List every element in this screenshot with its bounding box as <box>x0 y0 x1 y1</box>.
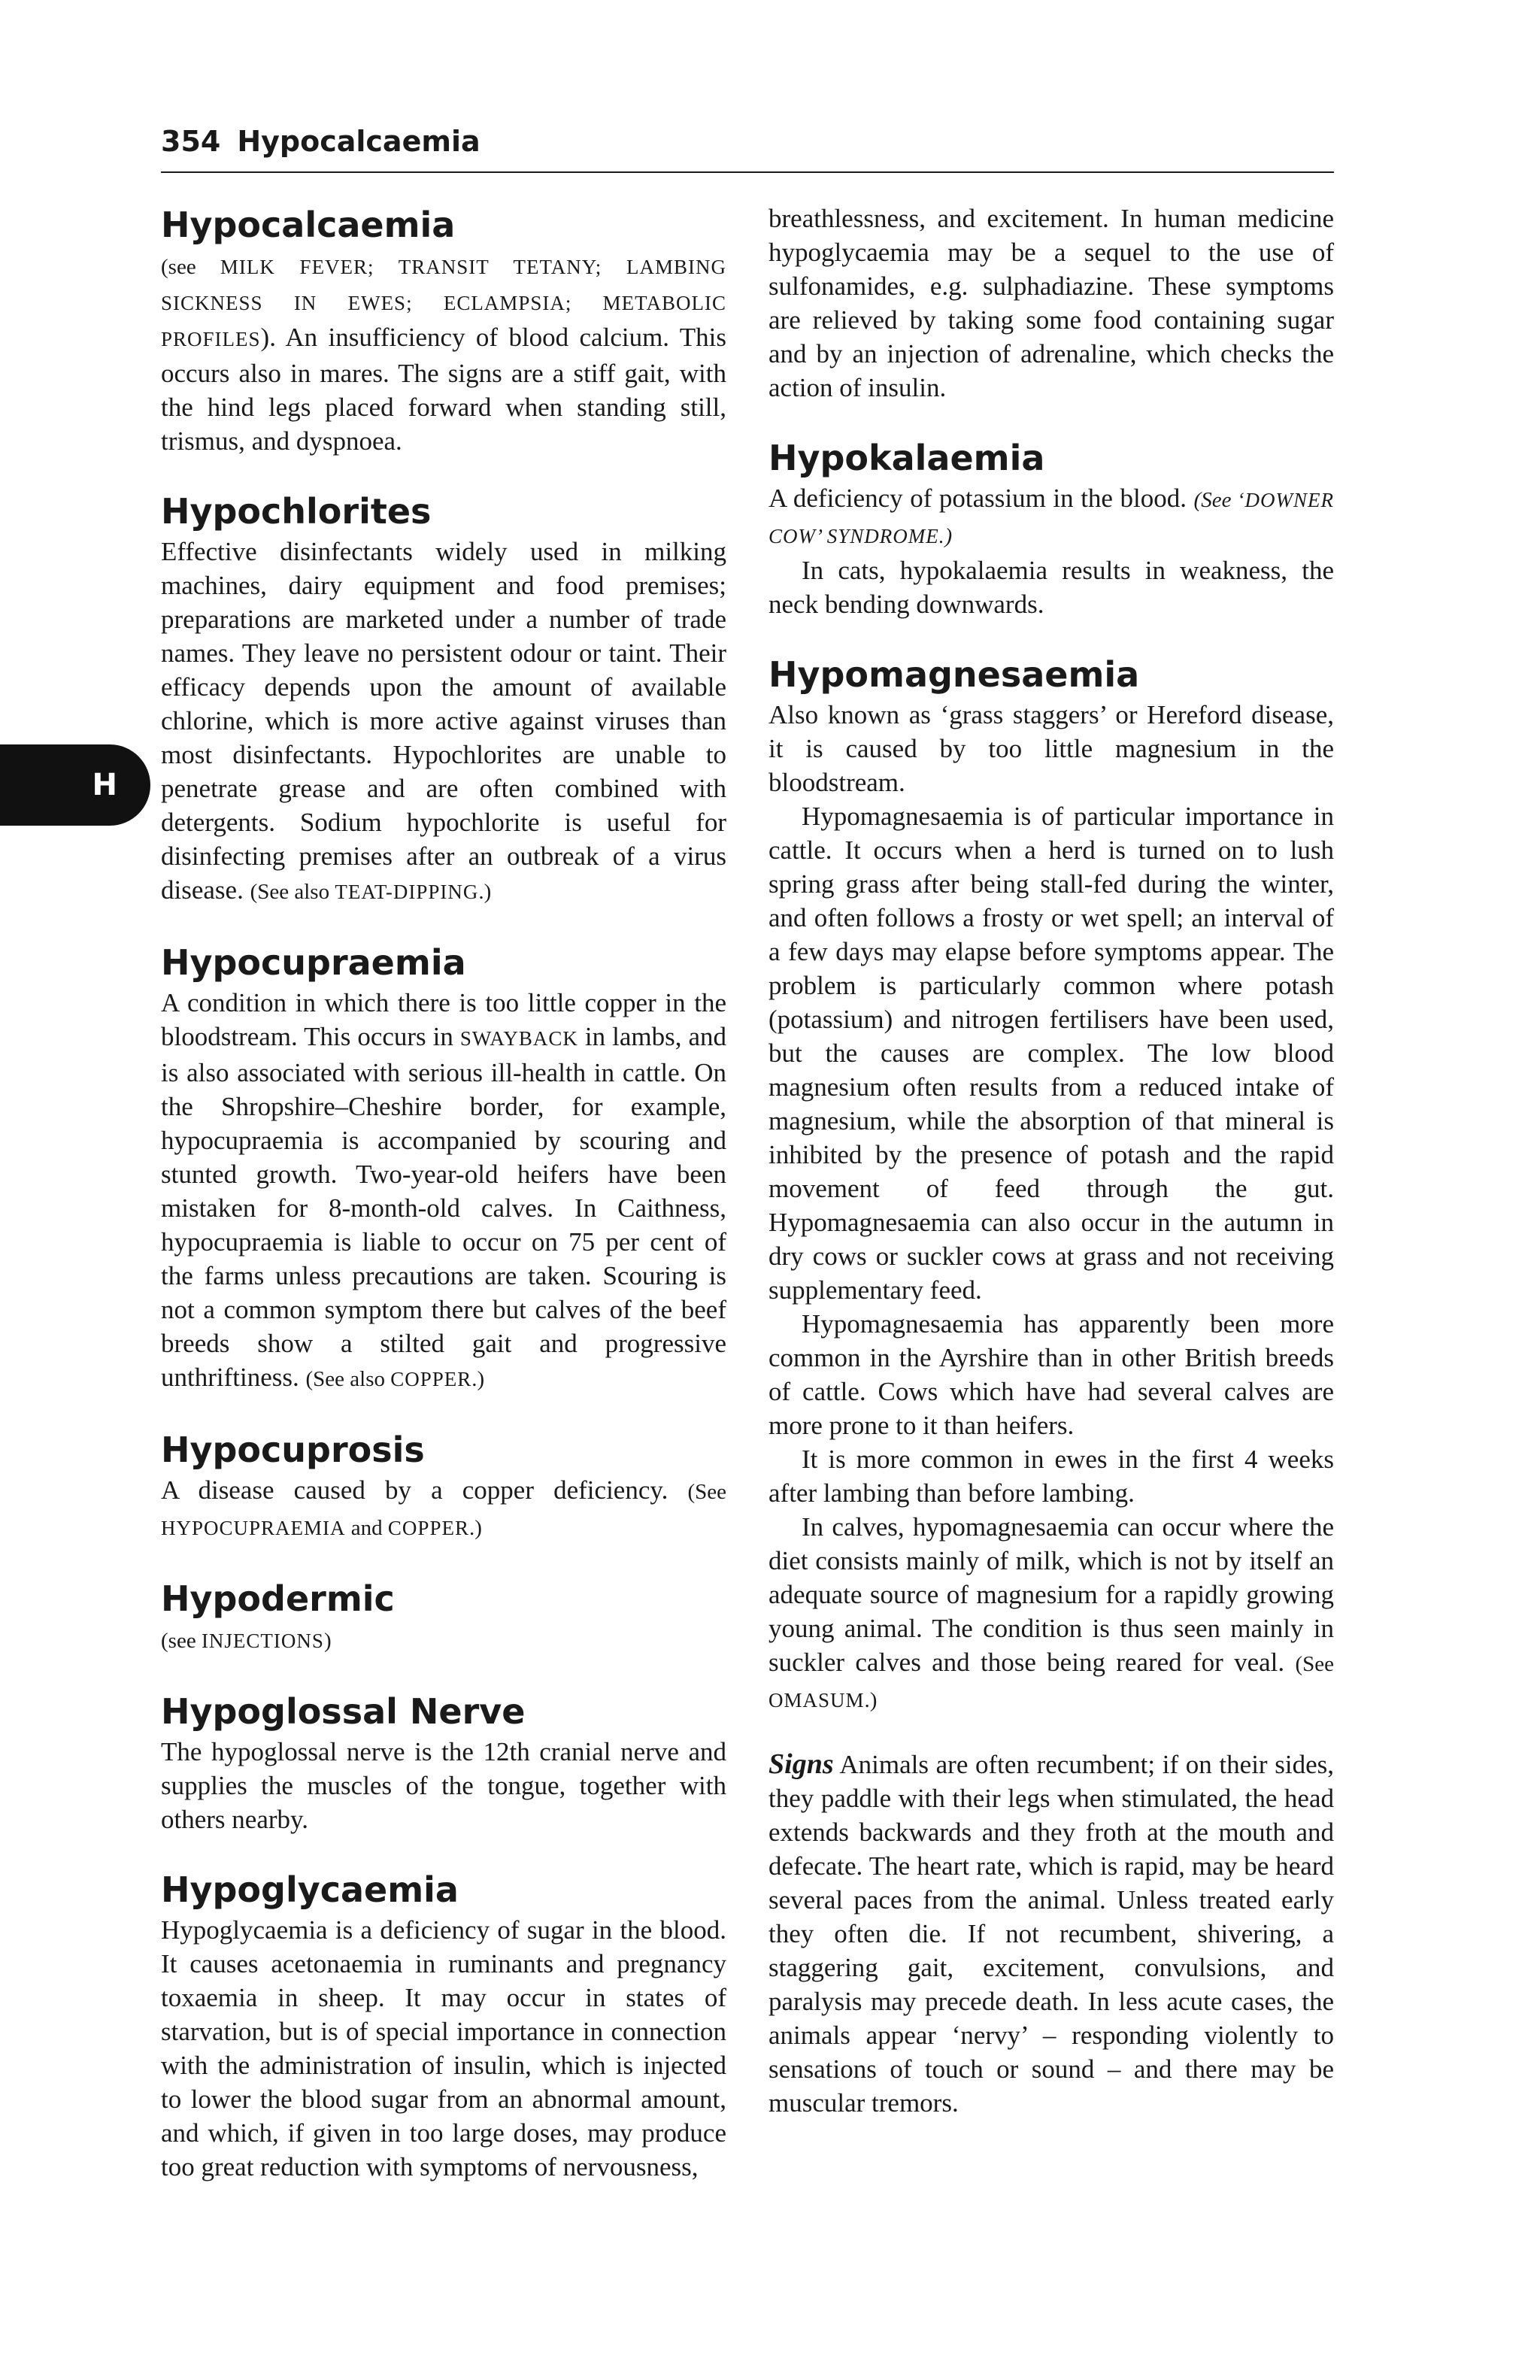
see-marker: (see <box>161 255 220 279</box>
entry-text: Effective disinfectants widely used in milking machines, dairy equipment and food premises; preparations are marketed under a number of trade names. They leave no persistent odour or taint. Their efficacy depends upon the amount of available chlorine, which is more active against viruses than most disinfectants. Hypochlorites are unable to penetrate grease and are often combined with detergents. Sodium hypochlorite is useful for disinfecting premises after an outbreak of a virus disease. <box>161 537 726 905</box>
see-marker: and <box>345 1516 388 1540</box>
entry-body <box>161 1473 726 1545</box>
see-marker: (see <box>161 1629 202 1653</box>
entry-hypochlorites <box>161 490 726 909</box>
see-marker: (See <box>1295 1652 1334 1676</box>
entry-hypocalcaemia <box>161 203 726 458</box>
see-marker: (See <box>1193 488 1238 512</box>
entry-title: Hypomagnesaemia <box>768 654 1140 695</box>
cross-reference: ‘DOWNER COW’ SYNDROME. <box>768 489 1334 547</box>
entry-body <box>768 1748 1334 2120</box>
cross-reference: INJECTIONS <box>201 1630 324 1652</box>
entry-body: Hypomagnesaemia is of particular importance in cattle. It occurs when a herd is turned on to lush spring grass after being stall-fed during the winter, and often follows a frosty or wet spell; an interval of a few days may elapse before symptoms appear. The problem is particularly common where potash (potassium) and nitrogen fertilisers have been used, but the causes are complex. The low blood magnesium often results from a reduced intake of magnesium, while the absorption of that mineral is inhibited by the presence of potash and the rapid movement of feed through the gut. Hypomagnesaemia can also occur in the autumn in dry cows or suckler cows at grass and not receiving supplementary feed. <box>768 802 1334 1305</box>
entry-text: in lambs, and is also associated with serious ill-health in cattle. On the Shropshire–Cheshire border, for example, hypocupraemia is accompanied by scouring and stunted growth. Two-year-old heifers have been mistaken for 8-month-old calves. In Caithness, hypocupraemia is liable to occur on 75 per cent of the farms unless precautions are taken. Scouring is not a common symptom there but calves of the beef breeds show a stilted gait and progressive unthriftiness. <box>161 1022 726 1392</box>
see-marker: (See <box>687 1480 726 1504</box>
cross-reference: COPPER <box>390 1368 472 1390</box>
cross-reference: TEAT-DIPPING <box>335 881 479 903</box>
entry-hypokalaemia <box>768 436 1334 621</box>
entry-body <box>161 535 726 909</box>
see-marker: ) <box>323 1629 332 1653</box>
running-title: Hypocalcaemia <box>237 125 480 158</box>
page-number: 354 <box>161 125 221 158</box>
running-head <box>161 125 480 158</box>
see-marker: .) <box>478 880 492 904</box>
entry-body: It is more common in ewes in the first 4 weeks after lambing than before lambing. <box>768 1445 1334 1508</box>
cross-reference: SWAYBACK <box>459 1027 578 1050</box>
see-marker: .) <box>471 1367 485 1391</box>
entry-hypoglycaemia-continued <box>768 202 1334 405</box>
see-marker: .) <box>468 1516 482 1540</box>
thumb-index-letter: H <box>92 768 117 802</box>
entry-title: Hypocupraemia <box>161 942 466 983</box>
entry-hypocupraemia <box>161 941 726 1396</box>
entry-hypoglossal-nerve <box>161 1690 726 1836</box>
entry-title: Hypoglycaemia <box>161 1869 459 1910</box>
entry-title: Hypoglossal Nerve <box>161 1691 526 1732</box>
entry-text: A condition in which there is too little copper in the bloodstream. This occurs in <box>161 988 726 1051</box>
header-rule <box>161 171 1334 173</box>
entry-title: Hypodermic <box>161 1578 395 1619</box>
entry-title: Hypocalcaemia <box>161 205 456 245</box>
entry-title: Hypokalaemia <box>768 438 1045 478</box>
entry-body: Hypoglycaemia is a deficiency of sugar in the blood. It causes acetonaemia in ruminants and pregnancy toxaemia in sheep. It may occur in states of starvation, but is of special importance in connection with the administration of insulin, which is injected to lower the blood sugar from an abnormal amount, and which, if given in too large doses, may produce too great reduction with symptoms of nervousness, <box>161 1915 726 2181</box>
cross-reference: HYPOCUPRAEMIA <box>161 1517 346 1539</box>
right-column <box>768 202 1334 2151</box>
entry-body <box>768 1510 1334 1718</box>
entry-body: Hypomagnesaemia has apparently been more common in the Ayrshire than in other British breeds of cattle. Cows which have had several calves are more prone to it than heifers. <box>768 1309 1334 1440</box>
entry-hypomagnesaemia <box>768 653 1334 2120</box>
cross-reference: MILK FEVER; TRANSIT TETANY; LAMBING SICKNESS IN EWES; ECLAMPSIA; METABOLIC PROFILES <box>161 256 726 350</box>
see-marker: (See also <box>305 1367 391 1391</box>
see-marker: (See also <box>250 880 335 904</box>
see-marker: ) <box>944 524 953 548</box>
entry-body <box>161 248 726 458</box>
entry-hypodermic <box>161 1577 726 1658</box>
entry-hypocuprosis <box>161 1428 726 1545</box>
left-column <box>161 203 726 2215</box>
entry-title: Hypocuprosis <box>161 1430 425 1470</box>
entry-text: ). An insufficiency of blood calcium. This occurs also in mares. The signs are a stiff gait, with the hind legs placed forward when standing still, trismus, and dyspnoea. <box>161 323 726 456</box>
entry-body: The hypoglossal nerve is the 12th cranial nerve and supplies the muscles of the tongue, together with others nearby. <box>161 1737 726 1834</box>
entry-title: Hypochlorites <box>161 491 432 532</box>
entry-text: Animals are often recumbent; if on their sides, they paddle with their legs when stimulated, the head extends backwards and they froth at the mouth and defecate. The heart rate, which is rapid, may be heard several paces from the animal. Unless treated early they often die. If not recumbent, shivering, a staggering gait, excitement, convulsions, and paralysis may precede death. In less acute cases, the animals appear ‘nervy’ – responding violently to sensations of touch or sound – and there may be muscular tremors. <box>768 1750 1334 2118</box>
entry-body: Also known as ‘grass staggers’ or Hereford disease, it is caused by too little magnesium in the bloodstream. <box>768 700 1334 797</box>
entry-body <box>161 1622 726 1658</box>
see-marker: .) <box>864 1688 878 1712</box>
entry-hypoglycaemia <box>161 1868 726 2184</box>
cross-reference: COPPER <box>387 1517 469 1539</box>
entry-text: In calves, hypomagnesaemia can occur where the diet consists mainly of milk, which is not by itself an adequate source of magnesium for a rapidly growing young animal. The condition is thus seen mainly in suckler calves and those being reared for veal. <box>768 1512 1334 1677</box>
entry-body <box>768 481 1334 553</box>
entry-text: A disease caused by a copper deficiency. <box>161 1475 688 1505</box>
entry-body: In cats, hypokalaemia results in weakness, the neck bending downwards. <box>768 556 1334 619</box>
subheading-signs: Signs <box>768 1748 834 1780</box>
entry-body <box>161 986 726 1396</box>
entry-body: breathlessness, and excitement. In human medicine hypoglycaemia may be a sequel to the use of sulfonamides, e.g. sulphadiazine. These symptoms are relieved by taking some food containing sugar and by an injection of adrenaline, which checks the action of insulin. <box>768 204 1334 402</box>
thumb-index-tab <box>0 744 150 826</box>
cross-reference: OMASUM <box>768 1689 865 1711</box>
entry-text: A deficiency of potassium in the blood. <box>768 484 1194 513</box>
